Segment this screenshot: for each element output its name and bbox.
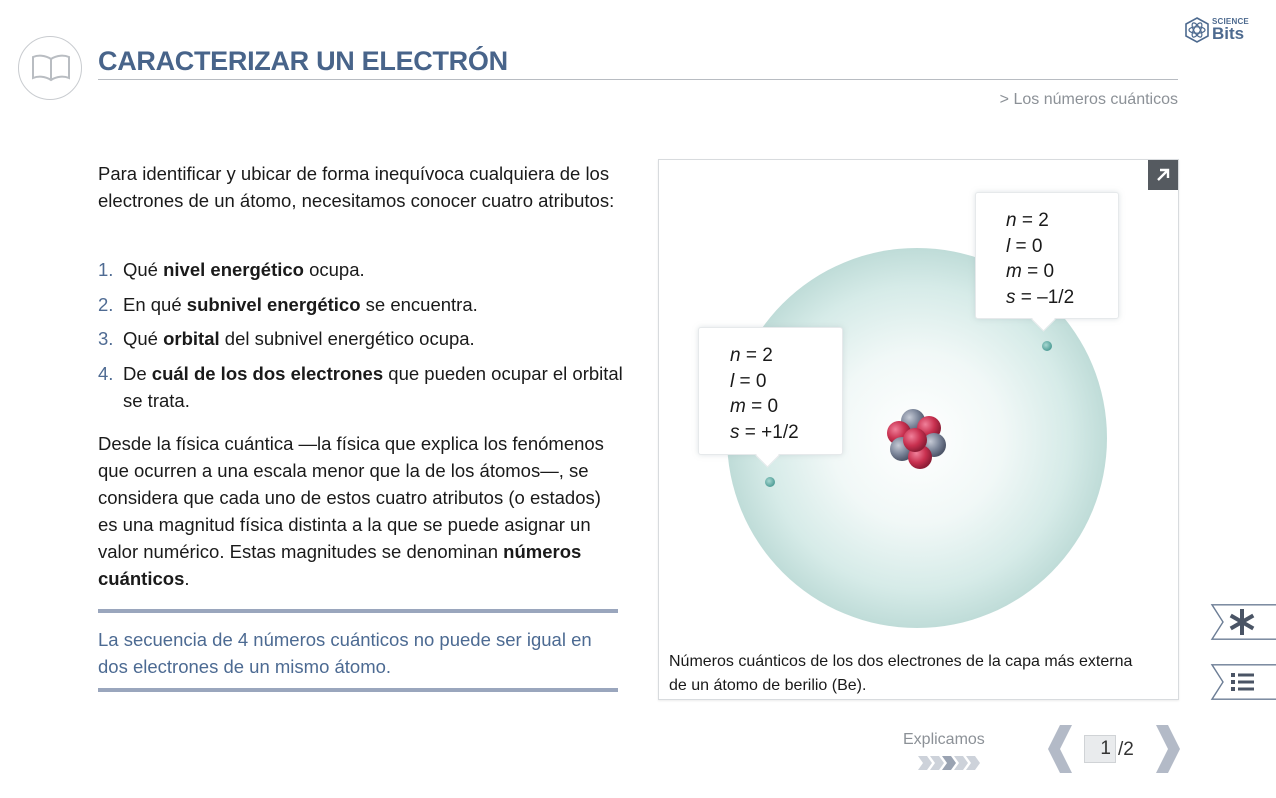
list-number: 4. (98, 362, 114, 384)
quantum-numbers-electron-1 (975, 192, 1119, 319)
intro-paragraph: Para identificar y ubicar de forma inequívoca cualquiera de los electrones de un átomo, necesitamos conocer cuatro atributos: (98, 163, 615, 211)
list-number: 2. (98, 293, 114, 315)
quantum-s: s = +1/2 (730, 421, 799, 443)
figure-card (658, 159, 1179, 700)
physics-text-end: . (184, 568, 190, 589)
list-text: En qué (123, 293, 187, 315)
quantum-n: n = 2 (1006, 210, 1049, 231)
list-number: 1. (98, 259, 114, 280)
quantum-s: s = –1/2 (1006, 286, 1075, 308)
side-tab-highlights[interactable] (1210, 604, 1276, 640)
quantum-m: m = 0 (1006, 261, 1055, 282)
quantum-n: n = 2 (730, 345, 773, 366)
highlight-box (98, 609, 618, 692)
list-item (98, 291, 623, 318)
list-number: 3. (98, 328, 114, 349)
chevron-left-icon (1046, 725, 1076, 773)
next-page-button[interactable] (1152, 725, 1182, 773)
list-text: del subnivel energético ocupa. (219, 328, 475, 349)
title-divider (98, 79, 1178, 80)
list-bold-text: nivel energético (163, 259, 304, 280)
chevron-right-icon (1152, 725, 1182, 773)
page-total: /2 (1118, 739, 1134, 760)
list-text: Qué (123, 259, 164, 280)
list-item (98, 360, 623, 414)
list-text: que pueden ocupar el orbital se trata. (123, 362, 623, 411)
list-text: De (123, 362, 152, 384)
asterisk-icon (1210, 604, 1276, 640)
breadcrumb[interactable]: > Los números cuánticos (999, 91, 1178, 108)
section-label: Explicamos (903, 731, 985, 748)
open-book-icon (31, 53, 71, 83)
physics-paragraph (98, 430, 623, 592)
list-item (98, 325, 623, 352)
atom-logo-icon (1184, 17, 1210, 43)
progress-chevrons-icon (918, 756, 984, 770)
section-progress-indicator (918, 756, 984, 775)
expand-figure-button[interactable] (1148, 160, 1178, 190)
electron-2 (765, 477, 775, 487)
highlight-text: La secuencia de 4 números cuánticos no puede ser igual en dos electrones de un mismo átomo. (98, 629, 592, 677)
list-icon (1210, 664, 1276, 700)
list-text: ocupa. (303, 259, 365, 280)
figure-caption: Números cuánticos de los dos electrones de la capa más externa de un átomo de berilio (Be). (669, 653, 1133, 694)
expand-arrow-icon (1155, 167, 1171, 183)
electron-1 (1042, 341, 1052, 351)
physics-text: Desde la física cuántica —la física que explica los fenómenos que ocurren a una escala menor que la de los átomos—, se considera que cada uno de estos cuatro atributos (o estados) es una magnitud física distinta a la que se puede asignar un valor numérico. Estas magnitudes se denominan (98, 433, 604, 562)
physics-bold-term: números cuánticos (98, 541, 582, 589)
page-number-input[interactable]: 1 (1084, 735, 1116, 763)
list-bold-text: cuál de los dos electrones (151, 362, 384, 384)
quantum-l: l = 0 (1006, 235, 1043, 257)
science-bits-logo[interactable] (1184, 16, 1254, 44)
quantum-m: m = 0 (730, 396, 779, 417)
logo-big-text: Bits (1212, 24, 1245, 43)
list-text: Qué (123, 328, 164, 349)
list-item (98, 256, 623, 283)
previous-page-button[interactable] (1046, 725, 1076, 773)
book-badge (18, 36, 82, 100)
quantum-l: l = 0 (730, 370, 767, 392)
logo-small-text: SCIENCE (1212, 17, 1249, 26)
side-tab-index[interactable] (1210, 664, 1276, 700)
quantum-numbers-electron-2 (698, 327, 843, 455)
list-text: se encuentra. (360, 293, 478, 315)
list-bold-text: orbital (163, 328, 220, 349)
attributes-list (98, 256, 623, 421)
page-title: CARACTERIZAR UN ELECTRÓN (98, 46, 508, 76)
list-bold-text: subnivel energético (186, 293, 361, 315)
